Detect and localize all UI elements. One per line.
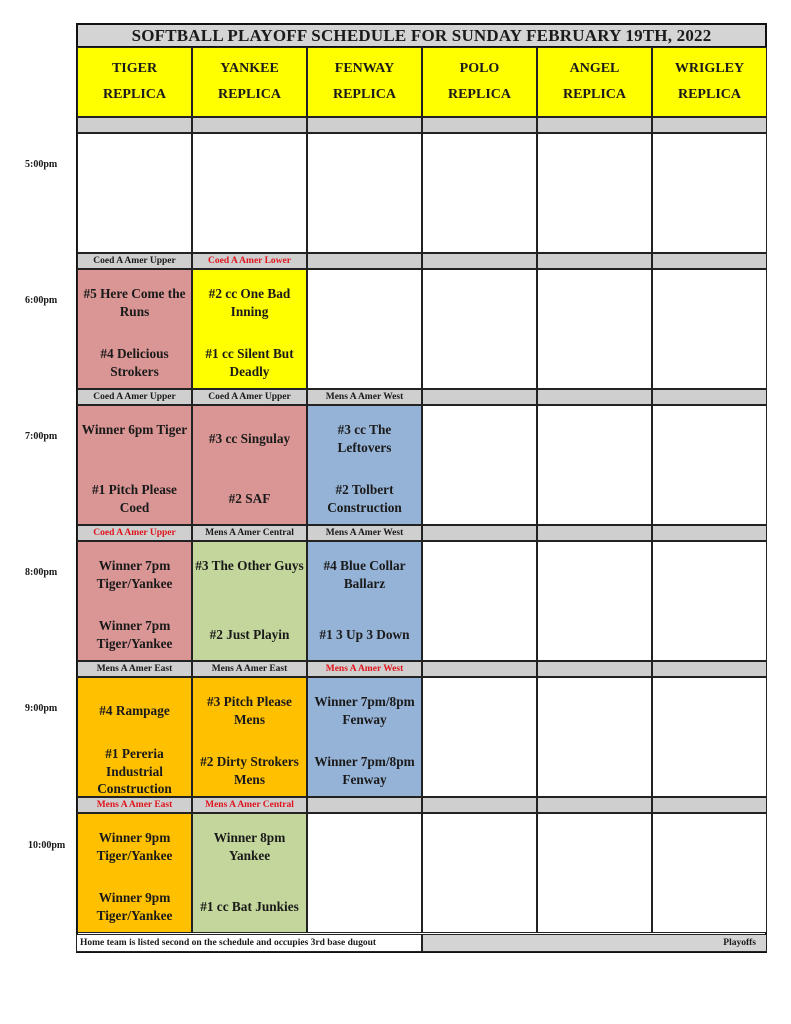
game-cell-empty [77, 133, 192, 253]
game-cell-empty [652, 133, 767, 253]
division-label: Coed A Amer Upper [77, 525, 192, 541]
home-team: #1 Pereria Industrial Construction [97, 746, 172, 796]
home-team: #1 cc Silent But Deadly [205, 346, 294, 379]
game-cell-empty [537, 405, 652, 525]
game-cell-empty [537, 133, 652, 253]
division-bar [307, 253, 422, 269]
division-label: Mens A Amer Central [192, 525, 307, 541]
game-cell-empty [422, 133, 537, 253]
game-cell-empty [652, 541, 767, 661]
division-label: Mens A Amer West [307, 389, 422, 405]
home-team: #2 Tolbert Construction [327, 482, 402, 515]
division-bar [537, 661, 652, 677]
away-team: Winner 6pm Tiger [81, 422, 188, 437]
division-label: Coed A Amer Upper [77, 389, 192, 405]
game-cell-empty [307, 269, 422, 389]
division-bar [422, 253, 537, 269]
game-cell-10pm-yankee [192, 813, 307, 933]
game-cell-9pm-fenway [307, 677, 422, 797]
game-cell-7pm-fenway [307, 405, 422, 525]
game-cell-6pm-yankee [192, 269, 307, 389]
division-label: Mens A Amer East [77, 661, 192, 677]
division-label: Mens A Amer East [192, 661, 307, 677]
game-cell-empty [652, 813, 767, 933]
home-team: #1 Pitch Please Coed [92, 482, 177, 515]
away-team: #3 cc Singulay [208, 431, 291, 446]
home-team: Winner 7pm Tiger/Yankee [96, 618, 173, 651]
footer-note: Home team is listed second on the schedule and occupies 3rd base dugout [76, 934, 422, 952]
home-team: #2 Just Playin [209, 627, 290, 642]
division-label: Mens A Amer East [77, 797, 192, 813]
away-team: Winner 7pm/8pm Fenway [314, 694, 415, 727]
game-cell-8pm-fenway [307, 541, 422, 661]
page-title: SOFTBALL PLAYOFF SCHEDULE FOR SUNDAY FEBRUARY 19TH, 2022 [76, 23, 767, 48]
division-bar [652, 389, 767, 405]
home-team: #2 Dirty Strokers Mens [200, 754, 299, 787]
away-team: Winner 7pm Tiger/Yankee [96, 558, 173, 591]
away-team: #2 cc One Bad Inning [208, 286, 291, 319]
game-cell-9pm-yankee [192, 677, 307, 797]
division-bar [422, 661, 537, 677]
away-team: #4 Blue Collar Ballarz [323, 558, 406, 591]
division-bar [537, 253, 652, 269]
game-cell-empty [422, 541, 537, 661]
field-header-tiger: TIGER REPLICA [77, 47, 192, 117]
division-bar [77, 117, 192, 133]
footer-label: Playoffs [422, 934, 767, 952]
division-label: Mens A Amer West [307, 525, 422, 541]
home-team: #1 3 Up 3 Down [319, 627, 410, 642]
away-team: #3 cc The Leftovers [337, 422, 392, 455]
time-label-8pm: 8:00pm [25, 567, 58, 578]
game-cell-empty [537, 269, 652, 389]
game-cell-empty [422, 677, 537, 797]
game-cell-empty [537, 541, 652, 661]
division-bar [652, 253, 767, 269]
division-bar [537, 797, 652, 813]
away-team: #5 Here Come the Runs [83, 286, 186, 319]
division-bar [422, 389, 537, 405]
home-team: #1 cc Bat Junkies [200, 899, 299, 914]
game-cell-empty [422, 813, 537, 933]
time-label-6pm: 6:00pm [25, 295, 58, 306]
game-cell-empty [652, 405, 767, 525]
game-cell-empty [537, 677, 652, 797]
division-label: Mens A Amer West [307, 661, 422, 677]
division-bar [422, 525, 537, 541]
game-cell-empty [422, 405, 537, 525]
division-label: Mens A Amer Central [192, 797, 307, 813]
game-cell-8pm-tiger [77, 541, 192, 661]
game-cell-6pm-tiger [77, 269, 192, 389]
division-bar [537, 117, 652, 133]
game-cell-7pm-yankee [192, 405, 307, 525]
division-bar [652, 525, 767, 541]
time-label-7pm: 7:00pm [25, 431, 58, 442]
home-team: #2 SAF [228, 491, 271, 506]
game-cell-empty [307, 133, 422, 253]
game-cell-9pm-tiger [77, 677, 192, 797]
game-cell-7pm-tiger [77, 405, 192, 525]
division-bar [192, 117, 307, 133]
game-cell-empty [307, 813, 422, 933]
home-team: Winner 7pm/8pm Fenway [314, 754, 415, 787]
home-team: Winner 9pm Tiger/Yankee [96, 890, 173, 923]
field-header-wrigley: WRIGLEY REPLICA [652, 47, 767, 117]
away-team: #3 The Other Guys [195, 558, 304, 573]
time-label-9pm: 9:00pm [25, 703, 58, 714]
field-header-yankee: YANKEE REPLICA [192, 47, 307, 117]
game-cell-10pm-tiger [77, 813, 192, 933]
division-label: Coed A Amer Lower [192, 253, 307, 269]
time-label-5pm: 5:00pm [25, 159, 58, 170]
away-team: #4 Rampage [99, 703, 170, 718]
game-cell-empty [537, 813, 652, 933]
division-bar [422, 797, 537, 813]
division-bar [652, 797, 767, 813]
field-header-polo: POLO REPLICA [422, 47, 537, 117]
time-label-10pm: 10:00pm [28, 840, 66, 851]
division-bar [307, 797, 422, 813]
division-bar [652, 661, 767, 677]
game-cell-empty [652, 677, 767, 797]
field-header-fenway: FENWAY REPLICA [307, 47, 422, 117]
division-label: Coed A Amer Upper [77, 253, 192, 269]
away-team: Winner 8pm Yankee [213, 830, 286, 863]
division-bar [537, 389, 652, 405]
field-header-angel: ANGEL REPLICA [537, 47, 652, 117]
away-team: Winner 9pm Tiger/Yankee [96, 830, 173, 863]
away-team: #3 Pitch Please Mens [207, 694, 292, 727]
game-cell-empty [422, 269, 537, 389]
division-bar [422, 117, 537, 133]
division-bar [652, 117, 767, 133]
home-team: #4 Delicious Strokers [100, 346, 169, 379]
game-cell-empty [652, 269, 767, 389]
division-bar [537, 525, 652, 541]
game-cell-empty [192, 133, 307, 253]
division-bar [307, 117, 422, 133]
division-label: Coed A Amer Upper [192, 389, 307, 405]
game-cell-8pm-yankee [192, 541, 307, 661]
